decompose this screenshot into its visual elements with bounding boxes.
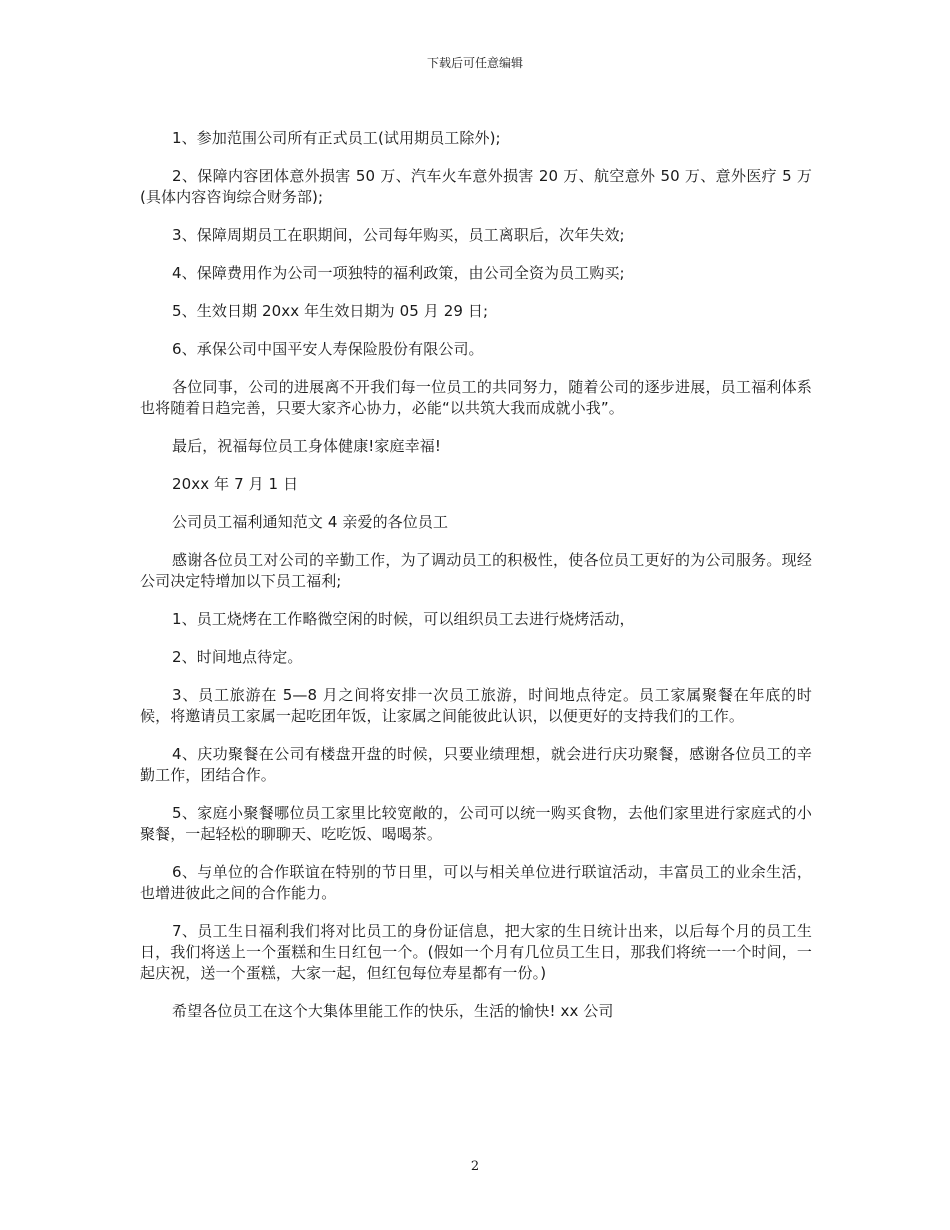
paragraph-effective-date: 5、生效日期 20xx 年生效日期为 05 月 29 日; (172, 302, 489, 320)
paragraph-celebration-dinner: 4、庆功聚餐在公司有楼盘开盘的时候，只要业绩理想，就会进行庆功聚餐，感谢各位员工的辛勤工作，团结合作。 (140, 745, 812, 784)
paragraph-home-gathering: 5、家庭小聚餐哪位员工家里比较宽敞的，公司可以统一购买食物，去他们家里进行家庭式的小聚餐，一起轻松的聊聊天、吃吃饭、喝喝茶。 (140, 804, 812, 843)
paragraph-final-wish: 希望各位员工在这个大集体里能工作的快乐，生活的愉快! xx 公司 (172, 1002, 614, 1020)
paragraph-date: 20xx 年 7 月 1 日 (172, 475, 299, 493)
paragraph-notice-title: 公司员工福利通知范文 4 亲爱的各位员工 (172, 513, 449, 531)
page-number: 2 (470, 1159, 480, 1174)
paragraph-birthday-benefit: 7、员工生日福利我们将对比员工的身份证信息，把大家的生日统计出来，以后每个月的员工生日，我们将送上一个蛋糕和生日红包一个。(假如一个月有几位员工生日，那我们将统一一个时间，一起庆祝，送一个蛋糕，大家一起，但红包每位寿星都有一份。) (140, 922, 812, 982)
paragraph-insurance-coverage: 2、保障内容团体意外损害 50 万、汽车火车意外损害 20 万、航空意外 50 万、意外医疗 5 万(具体内容咨询综合财务部); (140, 167, 812, 206)
paragraph-time-place: 2、时间地点待定。 (172, 648, 303, 666)
paragraph-colleagues-message: 各位同事，公司的进展离不开我们每一位员工的共同努力，随着公司的逐步进展，员工福利体系也将随着日趋完善，只要大家齐心协力，必能“以共筑大我而成就小我”。 (140, 378, 812, 417)
page-header-note: 下载后可任意编辑 (426, 56, 523, 70)
paragraph-insurance-cost: 4、保障费用作为公司一项独特的福利政策，由公司全资为员工购买; (172, 264, 625, 282)
paragraph-travel-family-dinner: 3、员工旅游在 5—8 月之间将安排一次员工旅游，时间地点待定。员工家属聚餐在年底的时候，将邀请员工家属一起吃团年饭，让家属之间能彼此认识，以便更好的支持我们的工作。 (140, 686, 812, 725)
document-body (140, 128, 812, 1039)
paragraph-closing-wishes: 最后，祝福每位员工身体健康!家庭幸福! (172, 437, 441, 455)
paragraph-intro: 感谢各位员工对公司的辛勤工作，为了调动员工的积极性，使各位员工更好的为公司服务。现经公司决定特增加以下员工福利; (140, 551, 812, 590)
paragraph-insurance-period: 3、保障周期员工在职期间，公司每年购买，员工离职后，次年失效; (172, 226, 625, 244)
paragraph-bbq: 1、员工烧烤在工作略微空闲的时候，可以组织员工去进行烧烤活动， (172, 610, 635, 628)
paragraph-insurance-scope: 1、参加范围公司所有正式员工(试用期员工除外); (172, 129, 501, 147)
paragraph-insurer: 6、承保公司中国平安人寿保险股份有限公司。 (172, 340, 484, 358)
paragraph-partner-events: 6、与单位的合作联谊在特别的节日里，可以与相关单位进行联谊活动，丰富员工的业余生活，也增进彼此之间的合作能力。 (140, 863, 812, 902)
